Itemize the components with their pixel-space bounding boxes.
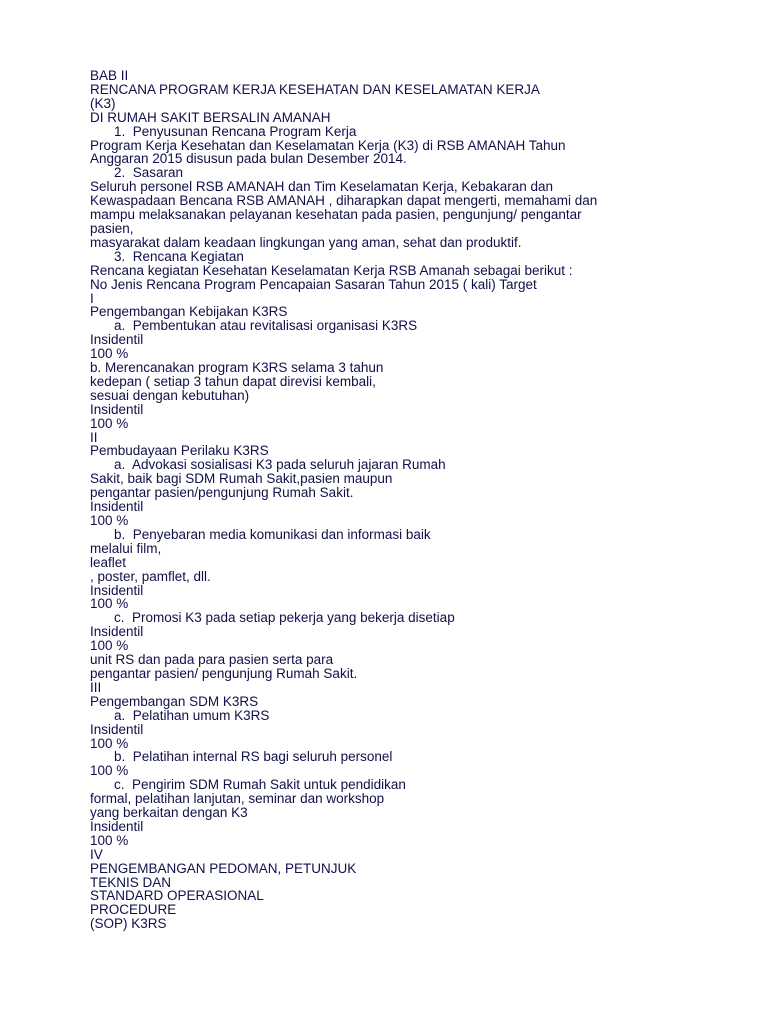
document-line: melalui film, <box>90 540 162 556</box>
document-line: kedepan ( setiap 3 tahun dapat direvisi kembali, <box>90 373 376 389</box>
document-line: b. Penyebaran media komunikasi dan informasi baik <box>114 526 431 542</box>
document-line: Insidentil <box>90 624 144 640</box>
document-line: RENCANA PROGRAM KERJA KESEHATAN DAN KESELAMATAN KERJA <box>90 81 540 97</box>
document-line: pasien, <box>90 220 134 236</box>
document-line: 100 % <box>90 346 129 362</box>
document-line: Anggaran 2015 disusun pada bulan Desember 2014. <box>90 151 407 167</box>
document-line: IV <box>90 846 103 862</box>
document-line: 100 % <box>90 415 129 431</box>
document-line: PENGEMBANGAN PEDOMAN, PETUNJUK <box>90 860 357 876</box>
document-line: a. Pelatihan umum K3RS <box>114 707 270 723</box>
document-line: Insidentil <box>90 818 144 834</box>
document-line: STANDARD OPERASIONAL <box>90 888 264 904</box>
document-line: sesuai dengan kebutuhan) <box>90 387 250 403</box>
document-line: c. Pengirim SDM Rumah Sakit untuk pendidikan <box>114 777 406 793</box>
document-line: Sakit, baik bagi SDM Rumah Sakit,pasien maupun <box>90 471 393 487</box>
document-line: Seluruh personel RSB AMANAH dan Tim Keselamatan Kerja, Kebakaran dan <box>90 179 554 195</box>
document-line: Pengembangan Kebijakan K3RS <box>90 304 288 320</box>
document-line: Insidentil <box>90 499 144 515</box>
document-line: PROCEDURE <box>90 902 177 918</box>
document-line: pengantar pasien/ pengunjung Rumah Sakit. <box>90 665 358 681</box>
document-line: Insidentil <box>90 332 144 348</box>
document-line: unit RS dan pada para pasien serta para <box>90 652 334 668</box>
document-line: 100 % <box>90 832 129 848</box>
document-line: 3. Rencana Kegiatan <box>114 248 244 264</box>
document-line: Pembudayaan Perilaku K3RS <box>90 443 269 459</box>
document-page <box>90 69 690 931</box>
document-line: I <box>90 290 94 306</box>
document-line: No Jenis Rencana Program Pencapaian Sasaran Tahun 2015 ( kali) Target <box>90 276 537 292</box>
document-line: (SOP) K3RS <box>90 916 167 932</box>
document-line: Insidentil <box>90 721 144 737</box>
document-line: leaflet <box>90 554 127 570</box>
document-line: Kewaspadaan Bencana RSB AMANAH , diharapkan dapat mengerti, memahami dan <box>90 193 598 209</box>
document-line: masyarakat dalam keadaan lingkungan yang aman, sehat dan produktif. <box>90 234 522 250</box>
document-line: 100 % <box>90 596 129 612</box>
document-line: a. Advokasi sosialisasi K3 pada seluruh jajaran Rumah <box>114 457 446 473</box>
document-line: II <box>90 429 98 445</box>
document-line: yang berkaitan dengan K3 <box>90 805 248 821</box>
document-line: DI RUMAH SAKIT BERSALIN AMANAH <box>90 109 331 125</box>
document-line: a. Pembentukan atau revitalisasi organisasi K3RS <box>114 318 418 334</box>
document-line: Insidentil <box>90 401 144 417</box>
document-line: pengantar pasien/pengunjung Rumah Sakit. <box>90 485 354 501</box>
document-line: BAB II <box>90 68 129 83</box>
document-line: mampu melaksanakan pelayanan kesehatan pada pasien, pengunjung/ pengantar <box>90 207 582 223</box>
document-line: , poster, pamflet, dll. <box>90 568 211 584</box>
document-line: Pengembangan SDM K3RS <box>90 693 259 709</box>
document-line: Insidentil <box>90 582 144 598</box>
document-line: b. Pelatihan internal RS bagi seluruh personel <box>114 749 393 765</box>
document-line: 2. Sasaran <box>114 165 184 181</box>
document-line: Rencana kegiatan Kesehatan Keselamatan Kerja RSB Amanah sebagai berikut : <box>90 262 573 278</box>
document-line: 100 % <box>90 763 129 779</box>
document-line: III <box>90 679 102 695</box>
document-line: 100 % <box>90 513 129 528</box>
document-line: 100 % <box>90 638 129 654</box>
document-line: Program Kerja Kesehatan dan Keselamatan Kerja (K3) di RSB AMANAH Tahun <box>90 137 566 153</box>
document-line: c. Promosi K3 pada setiap pekerja yang bekerja disetiap <box>114 610 455 626</box>
document-line: 100 % <box>90 735 129 751</box>
document-line: 1. Penyusunan Rencana Program Kerja <box>114 123 357 139</box>
document-line: (K3) <box>90 95 116 111</box>
document-line: formal, pelatihan lanjutan, seminar dan workshop <box>90 791 385 807</box>
document-line: TEKNIS DAN <box>90 874 172 890</box>
document-line: b. Merencanakan program K3RS selama 3 tahun <box>90 360 384 376</box>
